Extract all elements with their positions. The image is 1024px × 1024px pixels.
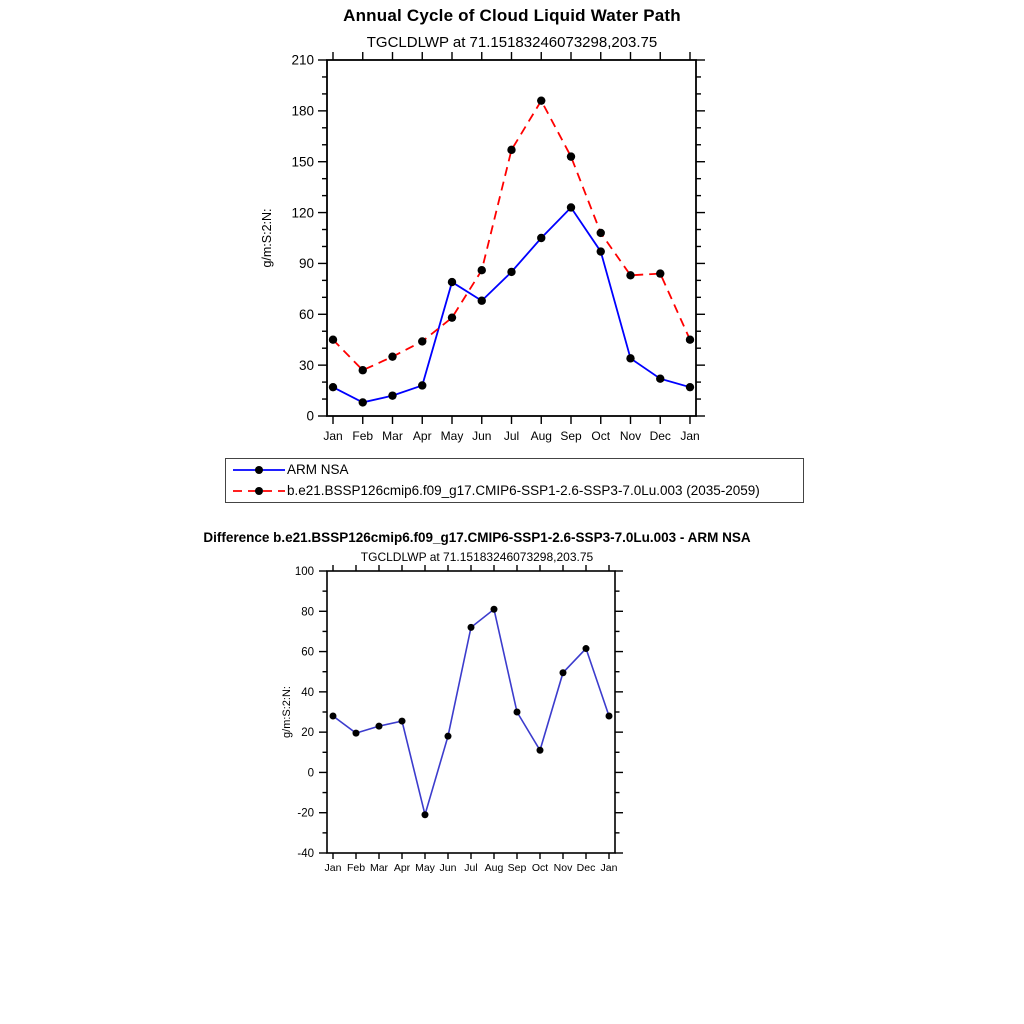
chart2-subtitle: TGCLDLWP at 71.15183246073298,203.75 [360, 550, 594, 564]
svg-text:Jan: Jan [323, 429, 343, 443]
svg-text:May: May [415, 862, 435, 874]
svg-text:Sep: Sep [560, 429, 582, 443]
chart2-title: Difference b.e21.BSSP126cmip6.f09_g17.CMIP6-SSP1-2.6-SSP3-7.0Lu.003 - ARM NSA [203, 530, 751, 545]
svg-text:Jun: Jun [439, 862, 457, 874]
chart2-y-axis-label: g/m:S:2:N: [281, 686, 293, 738]
svg-text:Jan: Jan [324, 862, 342, 874]
svg-text:150: 150 [291, 154, 314, 170]
svg-text:Apr: Apr [412, 429, 432, 443]
svg-text:Mar: Mar [369, 862, 389, 874]
svg-text:90: 90 [298, 256, 314, 272]
svg-text:Jul: Jul [464, 862, 478, 874]
chart2-y-tick-labels [295, 566, 314, 860]
svg-text:Dec: Dec [576, 862, 596, 874]
svg-text:60: 60 [298, 307, 314, 323]
chart2-x-tick-labels [325, 862, 618, 874]
svg-text:Apr: Apr [393, 862, 411, 874]
svg-text:Dec: Dec [649, 429, 671, 443]
svg-text:Sep: Sep [507, 862, 527, 874]
svg-text:60: 60 [301, 646, 314, 659]
chart2-data-markers [330, 606, 613, 818]
svg-text:Jan: Jan [680, 429, 700, 443]
svg-text:120: 120 [291, 205, 314, 221]
svg-text:20: 20 [301, 727, 314, 740]
svg-text:Nov: Nov [619, 429, 642, 443]
svg-text:100: 100 [294, 566, 314, 579]
legend-label-arm-nsa: ARM NSA [287, 462, 349, 478]
svg-text:210: 210 [291, 52, 314, 68]
svg-text:40: 40 [301, 686, 314, 699]
chart1-title: Annual Cycle of Cloud Liquid Water Path [343, 6, 681, 25]
chart1-y-axis-label: g/m:S:2:N: [260, 208, 274, 268]
svg-text:80: 80 [301, 606, 314, 619]
svg-text:Jul: Jul [503, 429, 520, 443]
svg-text:Feb: Feb [352, 429, 374, 443]
svg-text:180: 180 [291, 103, 314, 119]
svg-text:Mar: Mar [382, 429, 403, 443]
svg-text:-20: -20 [297, 807, 314, 820]
chart2-series-line-0 [333, 609, 609, 814]
svg-text:Aug: Aug [484, 862, 504, 874]
chart2-axes [319, 565, 623, 859]
svg-text:Aug: Aug [530, 429, 552, 443]
svg-text:-40: -40 [297, 848, 314, 861]
svg-text:0: 0 [306, 408, 314, 424]
svg-text:Jan: Jan [600, 862, 618, 874]
svg-text:May: May [440, 429, 464, 443]
svg-text:0: 0 [307, 767, 314, 780]
legend-label-model-run: b.e21.BSSP126cmip6.f09_g17.CMIP6-SSP1-2.6-SSP3-7.0Lu.003 (2035-2059) [287, 482, 760, 498]
svg-text:Nov: Nov [553, 862, 573, 874]
svg-text:Oct: Oct [531, 862, 549, 874]
svg-text:Feb: Feb [346, 862, 366, 874]
svg-text:30: 30 [298, 357, 314, 373]
svg-text:Jun: Jun [472, 429, 492, 443]
svg-text:Oct: Oct [591, 429, 611, 443]
chart1-subtitle: TGCLDLWP at 71.15183246073298,203.75 [366, 34, 658, 51]
